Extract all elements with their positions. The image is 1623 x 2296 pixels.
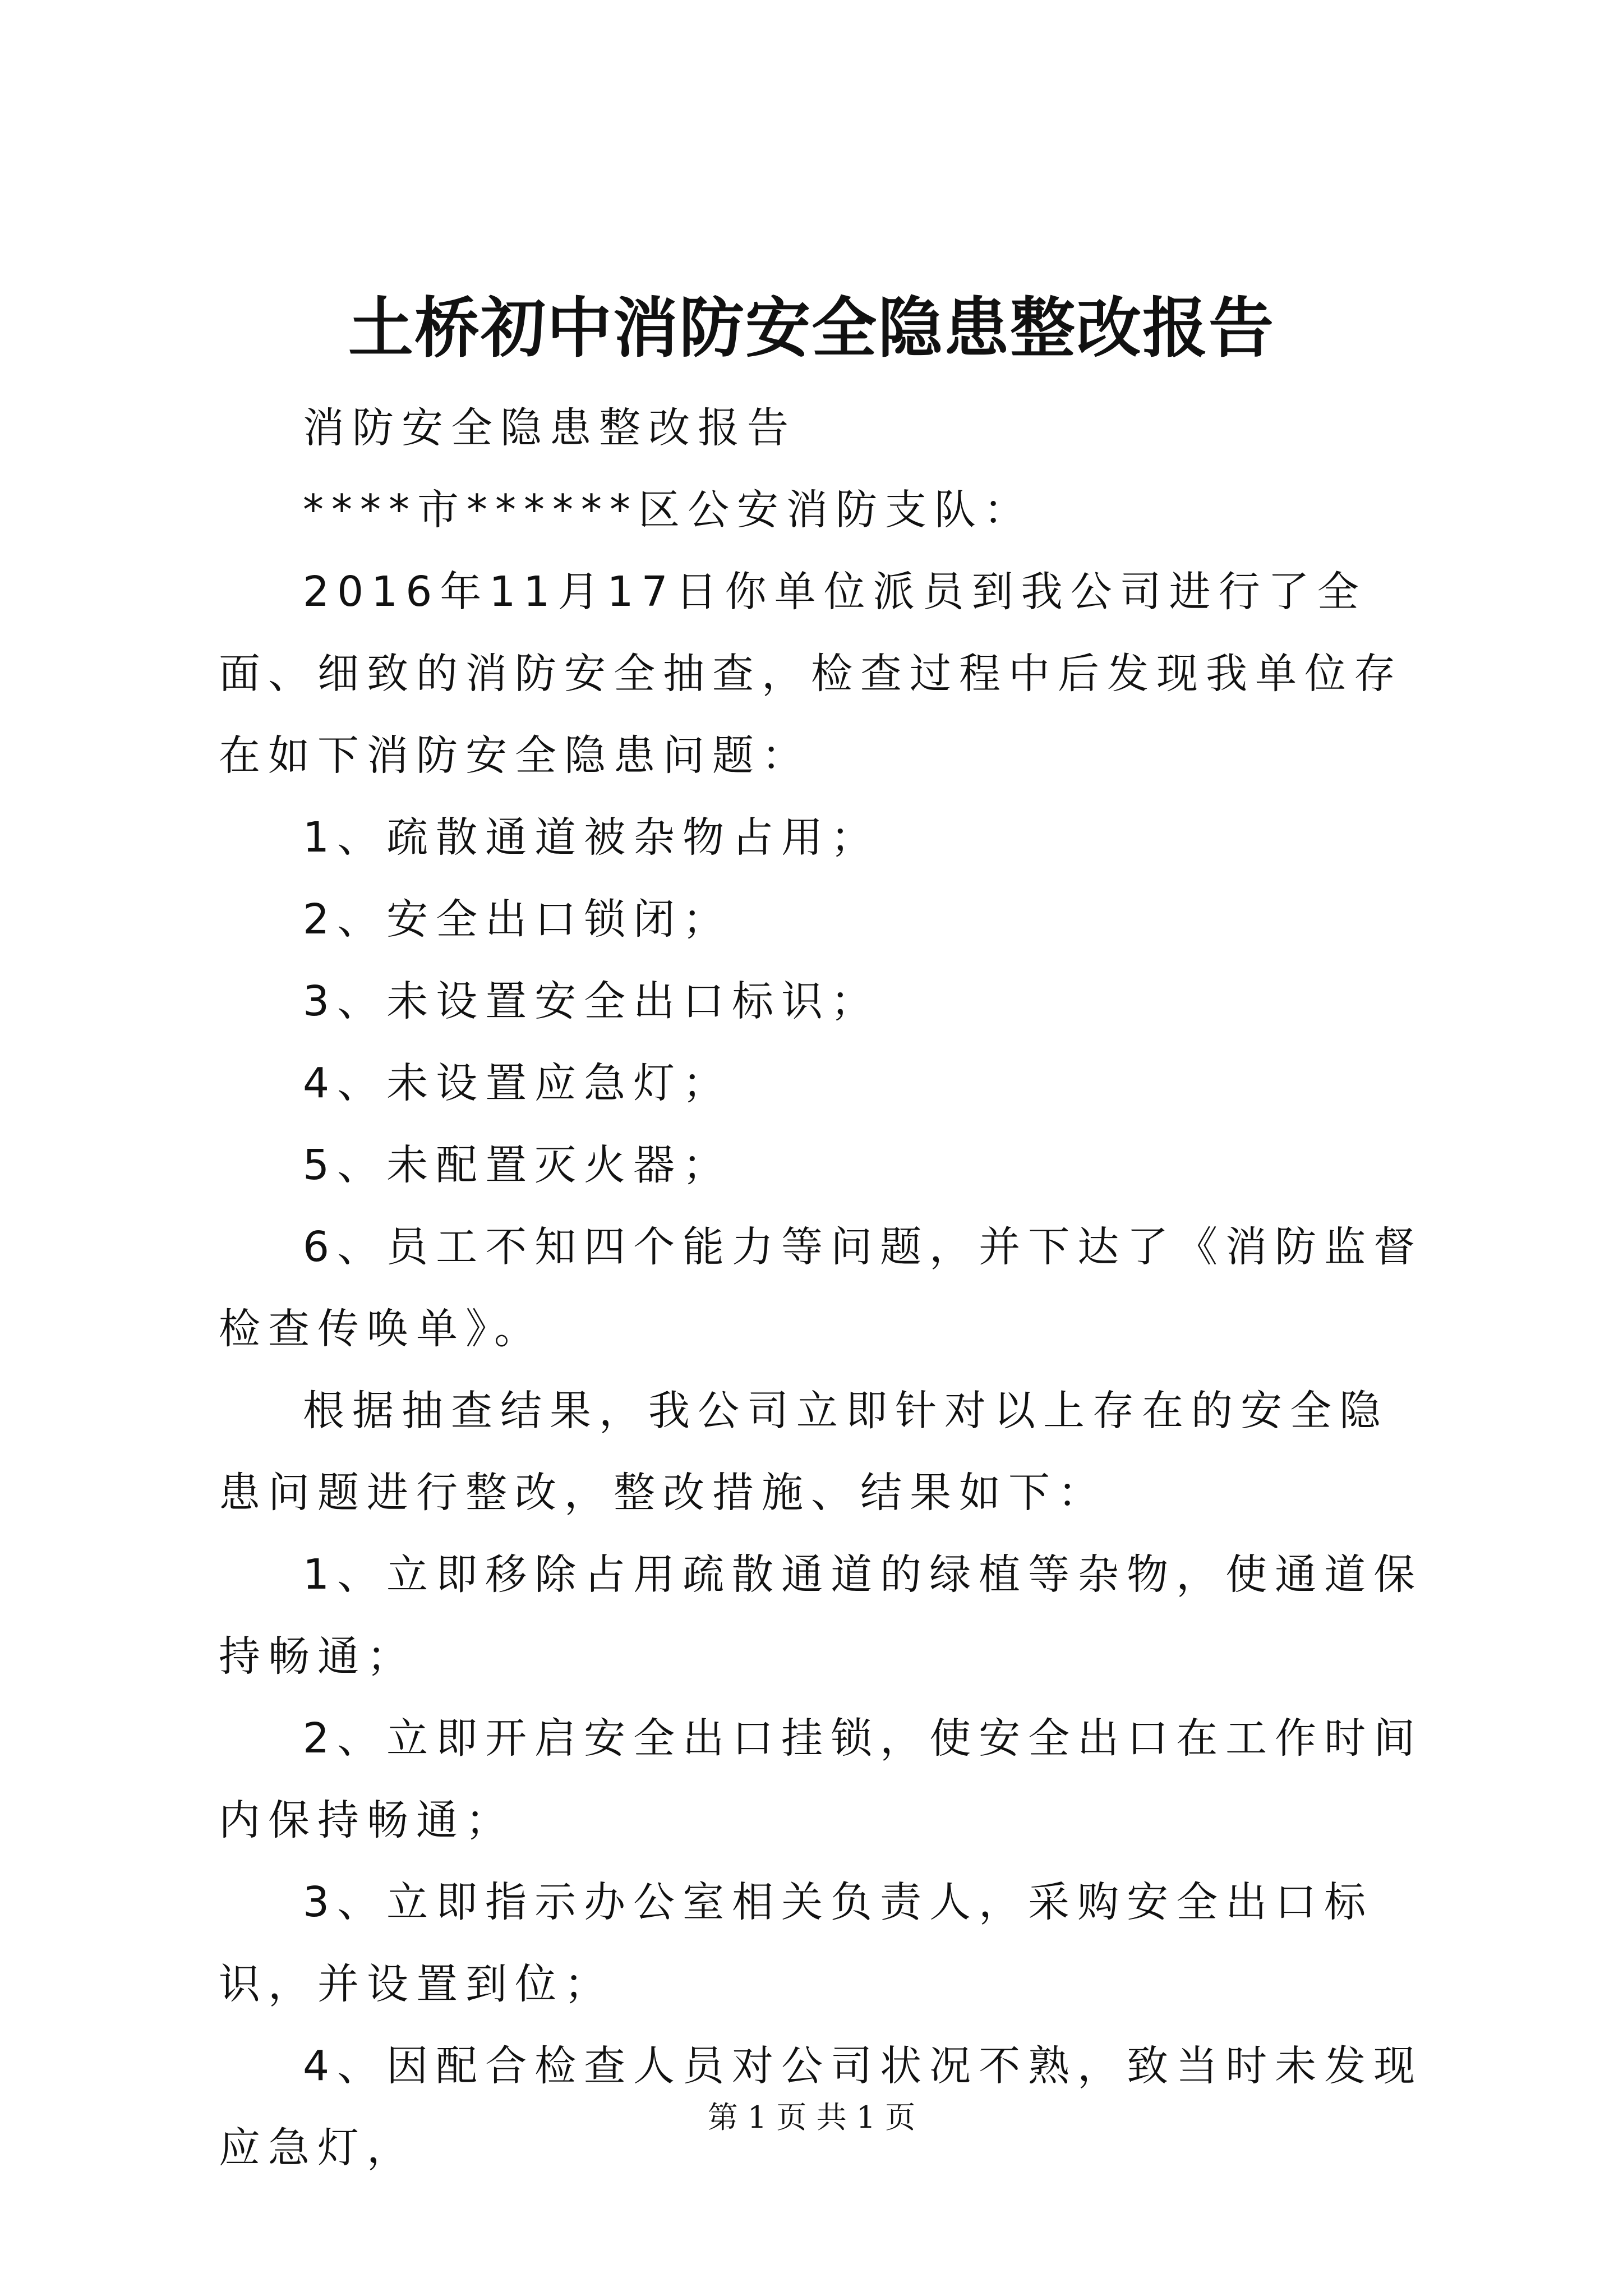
paragraph-intro: 2016年11月17日你单位派员到我公司进行了全面、细致的消防安全抽查，检查过程中后发现我单位存在如下消防安全隐患问题：: [219, 568, 1403, 780]
page-footer: 第 1 页 共 1 页: [707, 2100, 916, 2135]
paragraph-rectification-intro: 根据抽查结果，我公司立即针对以上存在的安全隐患问题进行整改，整改措施、结果如下：: [219, 1387, 1389, 1517]
paragraph-measure-4: 4、因配合检查人员对公司状况不熟，致当时未发现应急灯，: [219, 2042, 1423, 2172]
paragraph-issue-5: 5、未配置灭火器；: [303, 1141, 732, 1189]
paragraph-subtitle: 消防安全隐患整改报告: [303, 404, 796, 452]
document-body: [219, 387, 1432, 2189]
paragraph-measure-2: 2、立即开启安全出口挂锁，使安全出口在工作时间内保持畅通；: [219, 1714, 1423, 1844]
paragraph-issue-2: 2、安全出口锁闭；: [303, 895, 732, 944]
paragraph-measure-3: 3、立即指示办公室相关负责人，采购安全出口标识，并设置到位；: [219, 1878, 1374, 2008]
paragraph-issue-6: 6、员工不知四个能力等问题，并下达了《消防监督检查传唤单》。: [219, 1223, 1423, 1353]
paragraph-measure-1: 1、立即移除占用疏散通道的绿植等杂物，使通道保持畅通；: [219, 1550, 1423, 1681]
document-title: 土桥初中消防安全隐患整改报告: [348, 290, 1275, 366]
paragraph-issue-4: 4、未设置应急灯；: [303, 1059, 732, 1107]
paragraph-issue-1: 1、疏散通道被杂物占用；: [303, 813, 880, 862]
paragraph-addressee: ****市******区公安消防支队：: [303, 486, 1033, 534]
paragraph-issue-3: 3、未设置安全出口标识；: [303, 977, 880, 1025]
